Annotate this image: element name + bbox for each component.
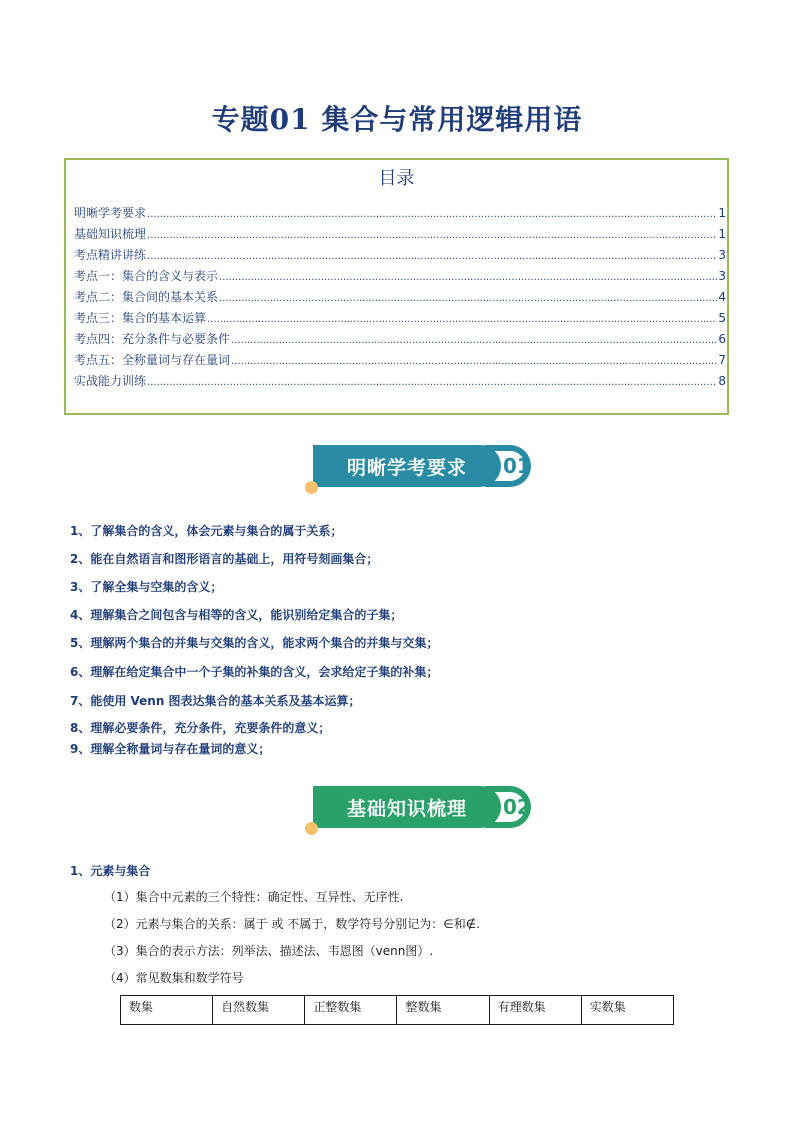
toc-leader [147,251,717,262]
toc-item-label: 明晰学考要求 [74,206,147,220]
toc-item-label: 基础知识梳理 [74,227,147,241]
table-of-contents [64,158,729,415]
toc-item-page: 4 [718,290,726,304]
toc-item[interactable] [74,246,726,267]
toc-item-page: 3 [718,269,726,283]
table-cell: 有理数集 [489,996,581,1025]
banner-dot-icon [305,481,318,494]
text-line: （4）常见数集和数学符号 [104,971,244,985]
toc-item[interactable] [74,372,726,393]
toc-leader [219,293,717,304]
toc-item[interactable] [74,288,726,309]
number-sets-table [120,995,674,1025]
table-row [121,996,674,1025]
section-heading: 1、元素与集合 [70,864,151,878]
toc-item[interactable] [74,330,726,351]
banner-number: 02 [503,795,531,819]
toc-item[interactable] [74,204,726,225]
toc-heading: 目录 [378,168,415,189]
toc-leader [219,272,717,283]
toc-leader [147,209,717,220]
toc-item-label: 实战能力训练 [74,374,147,388]
toc-item-label: 考点精讲讲练 [74,248,147,262]
toc-item[interactable] [74,225,726,246]
list-item: 9、理解全称量词与存在量词的意义； [70,742,271,756]
table-cell: 数集 [121,996,213,1025]
text-line: （3）集合的表示方法：列举法、描述法、韦恩图（venn图）. [104,944,434,958]
table-cell: 实数集 [581,996,673,1025]
page-title: 专题01 集合与常用逻辑用语 [211,103,583,136]
toc-item[interactable] [74,351,726,372]
list-item: 4、理解集合之间包含与相等的含义，能识别给定集合的子集； [70,608,403,622]
text-line: （2）元素与集合的关系：属于 或 不属于，数学符号分别记为：∈和∉. [104,917,480,931]
banner-dot-icon [305,822,318,835]
toc-item-page: 1 [718,227,726,241]
toc-item-page: 8 [718,374,726,388]
list-item: 3、了解全集与空集的含义； [70,580,223,594]
table-cell: 整数集 [397,996,489,1025]
banner-label: 基础知识梳理 [313,786,501,828]
knowledge-section [70,862,750,995]
toc-item-label: 考点四：充分条件与必要条件 [74,332,231,346]
table-cell: 正整数集 [305,996,397,1025]
toc-item-label: 考点一：集合的含义与表示 [74,269,219,283]
table-cell: 自然数集 [213,996,305,1025]
toc-leader [231,335,717,346]
list-item: 5、理解两个集合的并集与交集的含义，能求两个集合的并集与交集； [70,636,439,650]
toc-leader [147,230,717,241]
banner-label: 明晰学考要求 [313,445,501,487]
banner-number: 01 [503,454,531,478]
text-line: （1）集合中元素的三个特性：确定性、互异性、无序性. [104,890,404,904]
toc-item-label: 考点三：集合的基本运算 [74,311,207,325]
toc-item-page: 1 [718,206,726,220]
toc-list [74,204,726,393]
list-item: 8、理解必要条件，充分条件，充要条件的意义； [70,721,331,735]
list-item: 1、了解集合的含义，体会元素与集合的属于关系； [70,524,343,538]
toc-item-label: 考点二：集合间的基本关系 [74,290,219,304]
toc-leader [231,356,717,367]
toc-item-label: 考点五：全称量词与存在量词 [74,353,231,367]
toc-leader [207,314,717,325]
toc-item[interactable] [74,309,726,330]
list-item: 7、能使用 Venn 图表达集合的基本关系及基本运算； [70,694,361,708]
requirements-list [70,522,750,760]
list-item: 6、理解在给定集合中一个子集的补集的含义，会求给定子集的补集； [70,665,439,679]
toc-item-page: 5 [718,311,726,325]
list-item: 2、能在自然语言和图形语言的基础上，用符号刻画集合； [70,552,379,566]
toc-item-page: 3 [718,248,726,262]
toc-leader [147,377,717,388]
toc-item-page: 7 [718,353,726,367]
toc-item-page: 6 [718,332,726,346]
toc-item[interactable] [74,267,726,288]
